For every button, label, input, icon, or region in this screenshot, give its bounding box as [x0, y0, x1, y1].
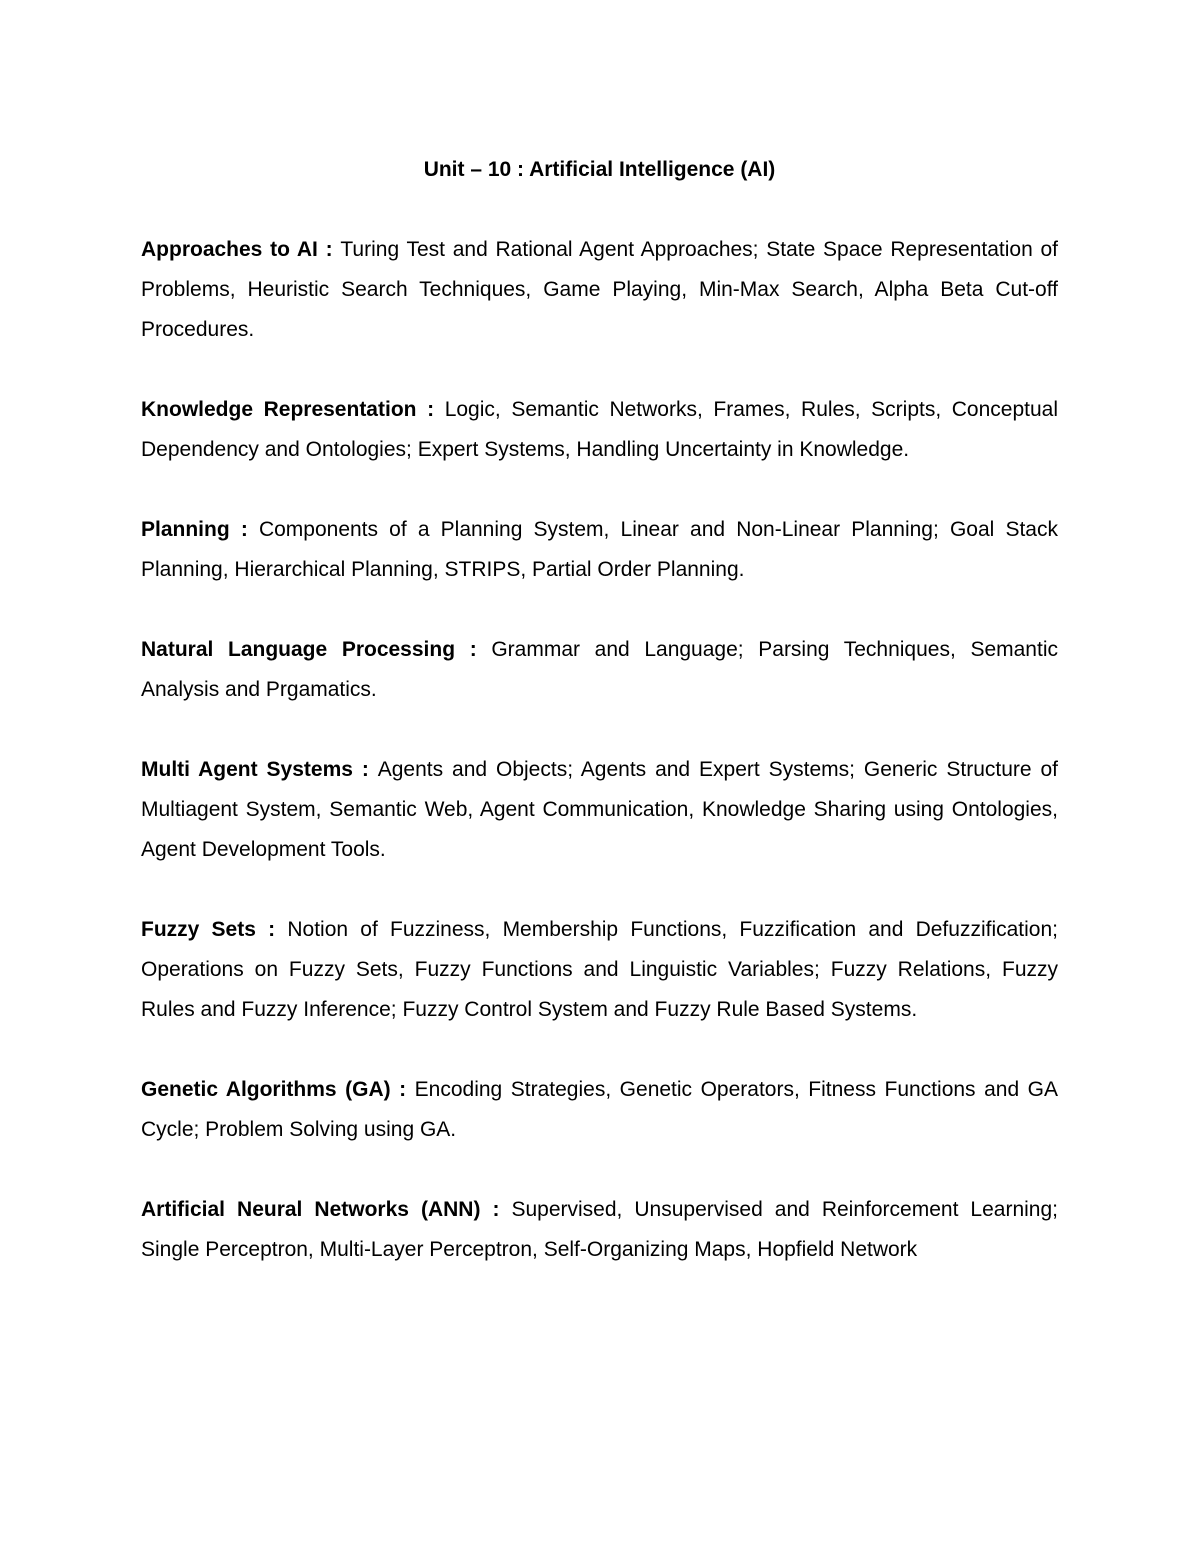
document-title: Unit – 10 : Artificial Intelligence (AI)	[423, 158, 776, 181]
section-heading: Genetic Algorithms (GA)	[141, 1078, 391, 1101]
section-separator: :	[317, 238, 341, 261]
section-separator: :	[416, 398, 445, 421]
section-multi-agent-systems	[141, 750, 1058, 870]
section-body: Notion of Fuzziness, Membership Functions, Fuzzification and Defuzzification; Operations on Fuzzy Sets, Fuzzy Functions and Linguistic Variables; Fuzzy Relations, Fuzzy Rules and Fuzzy Inference; Fuzzy Control System and Fuzzy Rule Based Systems.	[141, 918, 1058, 1021]
section-genetic-algorithms	[141, 1070, 1058, 1150]
section-knowledge-representation	[141, 390, 1058, 470]
section-natural-language-processing	[141, 630, 1058, 710]
section-heading: Multi Agent Systems	[141, 758, 353, 781]
section-planning	[141, 510, 1058, 590]
section-heading: Knowledge Representation	[141, 398, 417, 421]
section-fuzzy-sets	[141, 910, 1058, 1030]
section-body: Components of a Planning System, Linear and Non-Linear Planning; Goal Stack Planning, Hierarchical Planning, STRIPS, Partial Order Planning.	[141, 518, 1058, 581]
section-heading: Fuzzy Sets	[141, 918, 256, 941]
section-heading: Natural Language Processing	[141, 638, 456, 661]
section-body: Supervised, Unsupervised and Reinforcement Learning; Single Perceptron, Multi-Layer Perceptron, Self-Organizing Maps, Hopfield Network	[141, 1198, 1058, 1261]
section-body: Logic, Semantic Networks, Frames, Rules, Scripts, Conceptual Dependency and Ontologies; Expert Systems, Handling Uncertainty in Knowledge.	[141, 398, 1059, 461]
section-separator: :	[255, 918, 288, 941]
section-separator: :	[390, 1078, 415, 1101]
section-body: Encoding Strategies, Genetic Operators, Fitness Functions and GA Cycle; Problem Solving using GA.	[141, 1078, 1058, 1141]
section-separator: :	[455, 638, 492, 661]
section-approaches-to-ai	[141, 230, 1058, 350]
section-body: Turing Test and Rational Agent Approaches; State Space Representation of Problems, Heuristic Search Techniques, Game Playing, Min-Max Search, Alpha Beta Cut-off Procedures.	[141, 238, 1058, 341]
section-heading: Artificial Neural Networks (ANN)	[141, 1198, 481, 1221]
section-artificial-neural-networks	[141, 1190, 1058, 1270]
section-body: Grammar and Language; Parsing Techniques, Semantic Analysis and Prgamatics.	[141, 638, 1058, 701]
section-separator: :	[229, 518, 259, 541]
section-heading: Approaches to AI	[141, 238, 318, 261]
section-separator: :	[352, 758, 378, 781]
section-heading: Planning	[141, 518, 230, 541]
section-body: Agents and Objects; Agents and Expert Systems; Generic Structure of Multiagent System, Semantic Web, Agent Communication, Knowledge Sharing using Ontologies, Agent Development Tools.	[141, 758, 1058, 861]
document-page	[141, 150, 1058, 1310]
section-separator: :	[480, 1198, 512, 1221]
